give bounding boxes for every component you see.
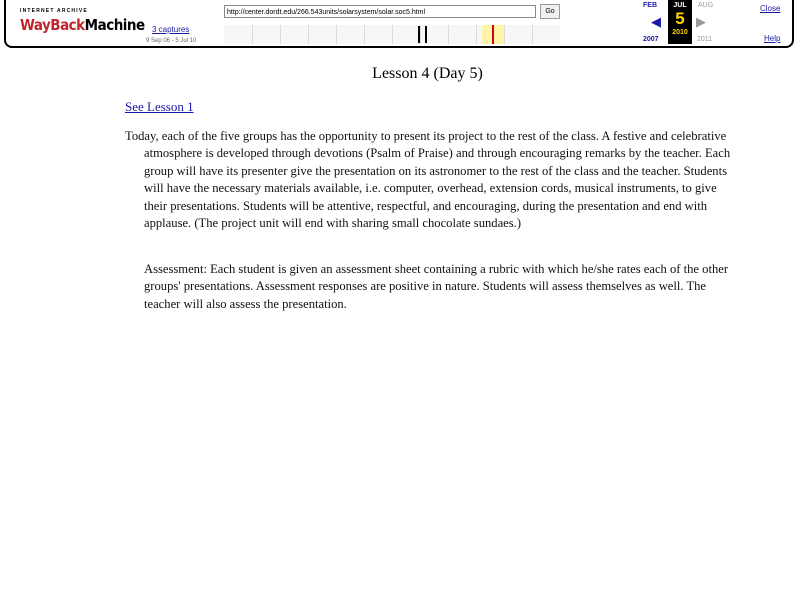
timeline-tick [420, 25, 421, 44]
see-lesson-1-link[interactable]: See Lesson 1 [125, 99, 194, 114]
timeline-tick [280, 25, 281, 44]
current-year: 2010 [672, 29, 688, 36]
timeline-selected-capture[interactable] [492, 25, 494, 44]
timeline-tick [532, 25, 533, 44]
timeline-tick [448, 25, 449, 44]
logo-internet-archive: INTERNET ARCHIVE [20, 8, 88, 14]
url-input[interactable]: http://center.dordt.edu/266.543units/solarsystem/solar.soc5.html [224, 5, 536, 18]
next-month: AUG [698, 2, 714, 9]
current-day: 5 [675, 9, 685, 28]
go-button[interactable]: Go [540, 4, 560, 19]
captures-link[interactable]: 3 captures [152, 25, 190, 34]
next-year: 2011 [697, 36, 713, 43]
capture-mark[interactable] [425, 26, 427, 43]
timeline-tick [476, 25, 477, 44]
prev-month-link[interactable]: FEB [643, 2, 657, 9]
lesson-paragraph: Today, each of the five groups has the opportunity to present its project to the rest of the class. A festive and celebrative atmosphere is developed through devotions (Psalm of Praise) and through encouraging remarks by the teacher. Each group will have its presenter give the presentation on its astronomer to the rest of the class and the teacher. Students will have the necessary materials available, i.e. computer, overhead, extension cords, musical instruments, to give their presentations. Students will be attentive, respectful, and encouraging, during the presentation and end with applause. (The project unit will end with sharing small chocolate sundaes.) [125, 129, 731, 231]
timeline-tick [252, 25, 253, 44]
logo-wordmark: WayBackMachine [20, 16, 145, 34]
assessment-paragraph: Assessment: Each student is given an assessment sheet containing a rubric with which he/she rates each of the other groups' presentations. Assessment responses are positive in nature. Students will assess themselves as well. The teacher will also assess the presentation. [144, 262, 729, 311]
timeline-tick [504, 25, 505, 44]
prev-year-link[interactable]: 2007 [643, 36, 659, 43]
current-capture-date [668, 0, 692, 44]
close-link[interactable]: Close [760, 4, 781, 13]
capture-timeline[interactable] [224, 25, 560, 44]
page-title: Lesson 4 (Day 5) [372, 65, 483, 82]
timeline-tick [392, 25, 393, 44]
wayback-toolbar [4, 0, 794, 48]
timeline-tick [364, 25, 365, 44]
capture-mark[interactable] [418, 26, 420, 43]
next-capture-arrow-icon: ▶ [696, 14, 706, 29]
current-month: JUL [673, 2, 687, 9]
timeline-tick [308, 25, 309, 44]
capture-date-range: 9 Sep 06 - 5 Jul 10 [146, 38, 197, 44]
wayback-logo[interactable] [20, 8, 145, 38]
prev-capture-arrow-icon[interactable]: ◀ [651, 14, 661, 29]
help-link[interactable]: Help [764, 34, 781, 43]
timeline-tick [336, 25, 337, 44]
